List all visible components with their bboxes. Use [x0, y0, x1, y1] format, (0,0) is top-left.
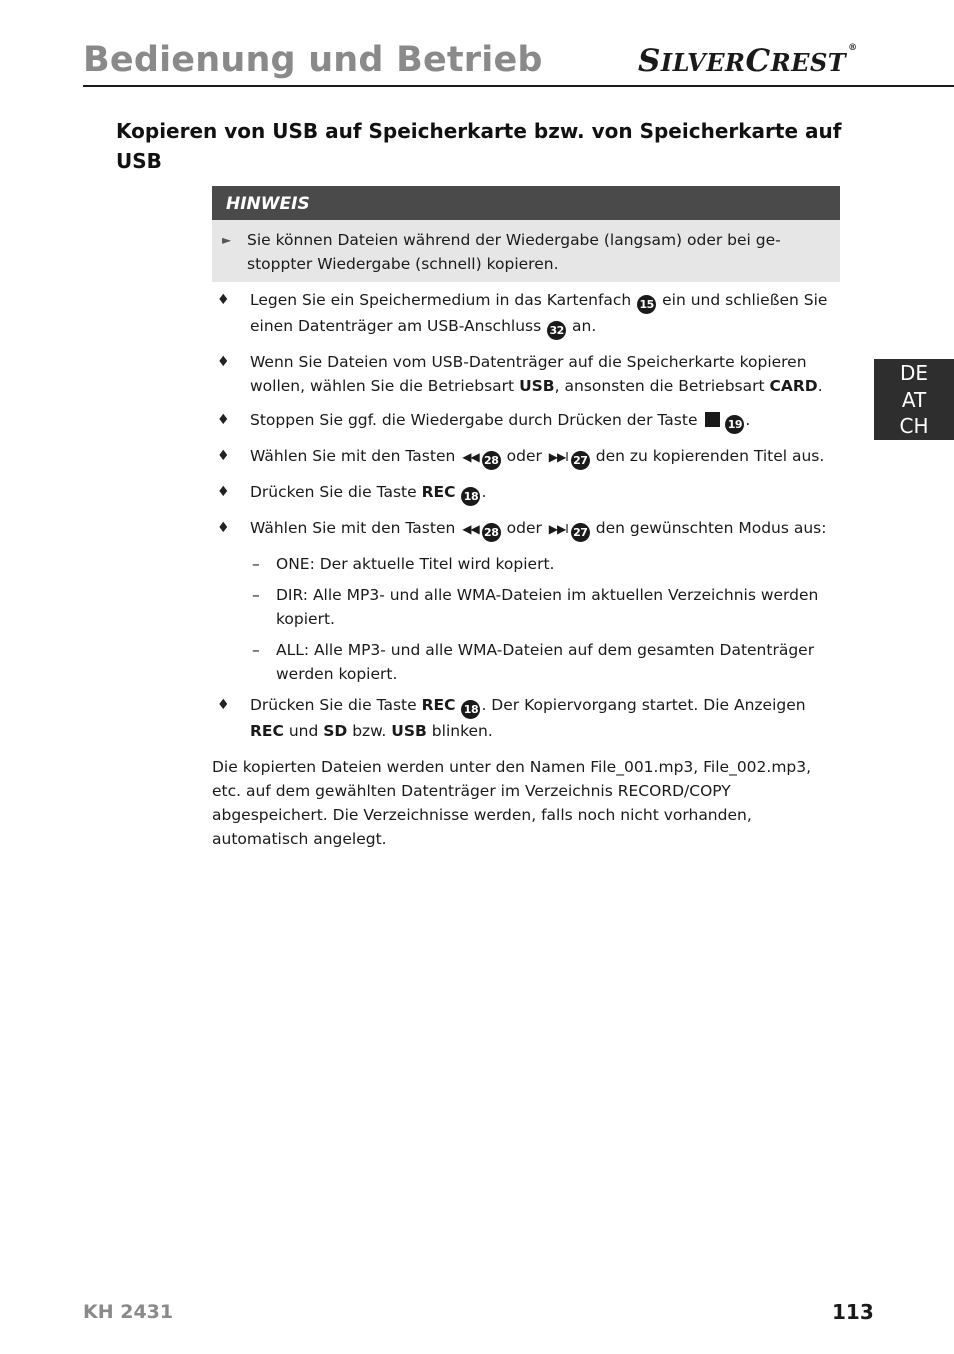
lang-at: AT — [901, 387, 927, 412]
text: . — [745, 411, 751, 429]
note-box — [212, 186, 840, 282]
closing-paragraph: Die kopierten Dateien werden unter den Namen File_001.mp3, File_002.mp3, etc. auf dem gewählten Datenträger im Verzeichnis RECORD/COPY abgespeichert. Die Verzeichnisse werden, falls noch nicht vorhanden, automatisch angelegt. — [212, 758, 812, 848]
text: Drücken Sie die Taste — [250, 696, 422, 714]
note-arrow-icon: ► — [222, 233, 232, 247]
diamond-bullet-icon: ♦ — [217, 484, 230, 500]
note-text: Sie können Dateien während der Wiedergabe (langsam) oder bei gestoppter Wiedergabe (schnell) kopieren. — [247, 231, 781, 273]
number-badge: 28 — [482, 451, 501, 470]
text: DIR: Alle MP3- und alle WMA-Dateien im aktuellen Verzeichnis werden kopiert. — [276, 586, 819, 628]
list-item — [212, 516, 844, 542]
text: und — [283, 722, 324, 740]
sub-item — [212, 552, 844, 576]
text: blinken. — [426, 722, 493, 740]
display-sd: SD — [323, 722, 348, 740]
diamond-bullet-icon: ♦ — [217, 520, 230, 536]
text: den zu kopierenden Titel aus. — [590, 447, 825, 465]
diamond-bullet-icon: ♦ — [217, 292, 230, 308]
page-header-title: Bedienung und Betrieb — [83, 40, 543, 80]
language-tab — [874, 359, 954, 440]
note-label: HINWEIS — [212, 186, 840, 220]
dash-bullet: – — [252, 555, 260, 573]
brand-c: C — [745, 43, 771, 79]
skip-back-icon: ◀◀ — [462, 450, 479, 464]
lang-de: DE — [899, 361, 929, 385]
text: oder — [501, 519, 547, 537]
number-badge: 28 — [482, 523, 501, 542]
dash-bullet: – — [252, 586, 260, 604]
diamond-bullet-icon: ♦ — [217, 697, 230, 713]
list-item — [212, 350, 844, 398]
skip-back-icon: ◀◀ — [462, 522, 479, 536]
skip-forward-icon: ▶▶I — [548, 450, 568, 464]
number-badge: 32 — [547, 321, 566, 340]
sub-item — [212, 583, 844, 631]
brand-rest: REST — [770, 48, 847, 77]
text: den gewünschten Modus aus: — [590, 519, 827, 537]
brand-registered: ® — [848, 43, 858, 53]
list-item — [212, 480, 844, 506]
number-badge: 18 — [461, 487, 480, 506]
text: oder — [501, 447, 547, 465]
lang-ch: CH — [899, 414, 929, 438]
text: Wählen Sie mit den Tasten — [250, 447, 461, 465]
text: Wenn Sie Dateien vom USB-Datenträger auf die Speicherkarte kopieren wollen, wählen Sie die Betriebsart — [250, 353, 807, 395]
text: Wählen Sie mit den Tasten — [250, 519, 461, 537]
list-item — [212, 408, 844, 434]
text: ALL: Alle MP3- und alle WMA-Dateien auf dem gesamten Datenträger werden kopiert. — [276, 641, 815, 683]
key-rec: REC — [421, 483, 456, 501]
number-badge: 15 — [637, 295, 656, 314]
diamond-bullet-icon: ♦ — [217, 354, 230, 370]
section-title: Kopieren von USB auf Speicherkarte bzw. von Speicherkarte auf USB — [116, 119, 842, 173]
page-number: 113 — [832, 1300, 874, 1324]
text: an. — [567, 317, 597, 335]
brand-s: S — [638, 43, 661, 79]
text: . — [817, 377, 823, 395]
text: Stoppen Sie ggf. die Wiedergabe durch Drücken der Taste — [250, 411, 703, 429]
text: . — [481, 483, 487, 501]
display-usb: USB — [391, 722, 427, 740]
text: Drücken Sie die Taste — [250, 483, 422, 501]
text: bzw. — [347, 722, 392, 740]
list-item — [212, 693, 844, 743]
header-rule — [83, 85, 954, 87]
dash-bullet: – — [252, 641, 260, 659]
note-body — [212, 220, 840, 282]
sub-item — [212, 638, 844, 686]
diamond-bullet-icon: ♦ — [217, 412, 230, 428]
display-rec: REC — [250, 722, 284, 740]
key-rec: REC — [421, 696, 456, 714]
number-badge: 18 — [461, 700, 480, 719]
skip-forward-icon: ▶▶I — [548, 522, 568, 536]
number-badge: 27 — [571, 523, 590, 542]
text: , ansonsten die Betriebsart — [554, 377, 770, 395]
footer-model: KH 2431 — [83, 1301, 174, 1323]
text: Legen Sie ein Speichermedium in das Kartenfach — [250, 291, 637, 309]
stop-square-icon — [705, 412, 720, 427]
number-badge: 27 — [571, 451, 590, 470]
brand-ilver: ILVER — [660, 48, 746, 77]
list-item — [212, 288, 844, 340]
mode-usb: USB — [519, 377, 555, 395]
text: ONE: Der aktuelle Titel wird kopiert. — [276, 555, 555, 573]
number-badge: 19 — [725, 415, 744, 434]
diamond-bullet-icon: ♦ — [217, 448, 230, 464]
brand-logo — [638, 43, 858, 79]
instructions — [212, 288, 844, 867]
list-item — [212, 444, 844, 470]
mode-card: CARD — [769, 377, 818, 395]
text: ein und schließen Sie einen Datenträger am USB-Anschluss — [250, 291, 828, 335]
text: . Der Kopiervorgang startet. Die Anzeigen — [481, 696, 806, 714]
